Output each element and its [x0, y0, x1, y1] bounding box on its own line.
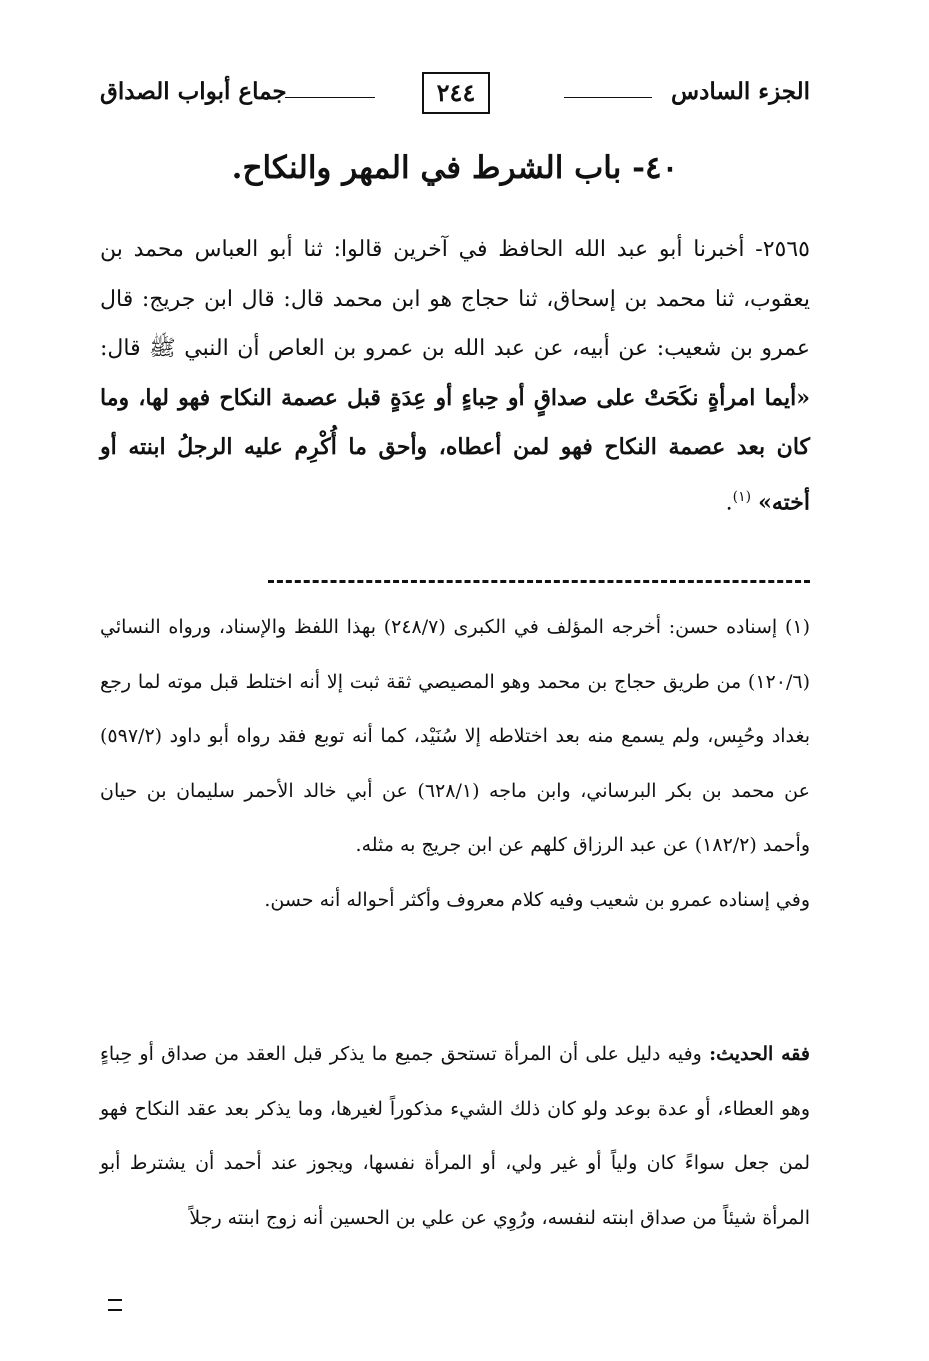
- hadith-isnad: ٢٥٦٥- أخبرنا أبو عبد الله الحافظ في آخرين قالوا: ثنا أبو العباس محمد بن يعقوب، ثنا محمد بن إسحاق، ثنا حجاج هو ابن محمد قال: قال ابن جريج: قال عمرو بن شعيب: عن أبيه، عن عبد الله بن عمرو بن العاص أن النبي ﷺ قال:: [100, 237, 810, 361]
- fiqh-text: وفيه دليل على أن المرأة تستحق جميع ما يذكر قبل العقد من صداق أو حِباءٍ وهو العطاء، أو عدة بوعد ولو كان ذلك الشيء مذكوراً لغيرها، وما يذكر بعد عقد النكاح فهو لمن جعل سواءً كان ولياً أو غير ولي، أو المرأة نفسها، ويجوز عند أحمد أن يشترط أبو المرأة شيئاً من صداق ابنته لنفسه، ورُوِي عن علي بن الحسين أنه زوج ابنته رجلاً: [100, 1043, 810, 1229]
- section-label: جماع أبواب الصداق: [100, 78, 287, 105]
- hadith-end: .: [725, 489, 733, 515]
- footnote-reference: (١): [732, 488, 752, 505]
- fiqh-paragraph: [100, 1027, 810, 1245]
- footnote-divider: [268, 580, 810, 583]
- chapter-title: ٤٠- باب الشرط في المهر والنكاح.: [231, 150, 679, 186]
- hadith-paragraph: [100, 225, 810, 527]
- header-rule-left: [285, 97, 375, 98]
- page-number: ٢٤٤: [422, 72, 490, 114]
- continuation-mark: [108, 1299, 122, 1311]
- volume-label: الجزء السادس: [671, 78, 810, 105]
- footnote-paragraph: [100, 600, 810, 927]
- running-header: [100, 72, 810, 122]
- footnote-text: (١) إسناده حسن: أخرجه المؤلف في الكبرى (٢٤٨/٧) بهذا اللفظ والإسناد، ورواه النسائي (١٢٠/٦) من طريق حجاج بن محمد وهو المصيصي ثقة ثبت إلا أنه اختلط قبل موته لما رجع بغداد وحُبِس، ولم يسمع منه بعد اختلاطه إلا سُنَيْد، كما أنه توبع فقد رواه أبو داود (٥٩٧/٢) عن محمد بن بكر البرساني، وابن ماجه (٦٢٨/١) عن أبي خالد الأحمر سليمان بن حيان وأحمد (١٨٢/٢) عن عبد الرزاق كلهم عن ابن جريج به مثله.: [100, 616, 810, 856]
- footnote-note: وفي إسناده عمرو بن شعيب وفيه كلام معروف وأكثر أحواله أنه حسن.: [264, 888, 810, 911]
- hadith-text: «أيما امرأةٍ نكَحَتْ على صداقٍ أو حِباءٍ أو عِدَةٍ قبل عصمة النكاح فهو لها، وما كان بعد عصمة النكاح فهو لمن أعطاه، وأحق ما أُكْرِم عليه الرجلُ ابنته أو أخته»: [100, 384, 810, 515]
- header-rule-right: [564, 97, 652, 98]
- fiqh-label: فقه الحديث:: [709, 1043, 810, 1065]
